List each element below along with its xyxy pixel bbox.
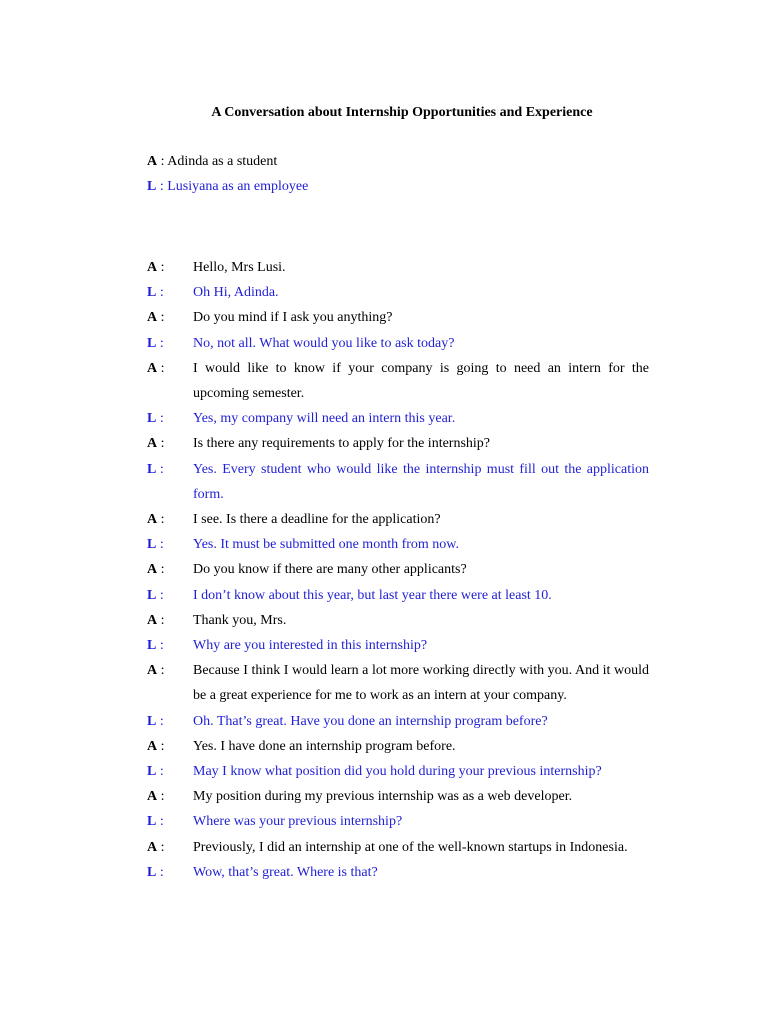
dialogue-line <box>147 734 667 759</box>
dialogue-line <box>147 305 667 330</box>
dialogue-text: Hello, Mrs Lusi. <box>193 260 286 275</box>
dialogue-text: Yes. Every student who would like the internship must fill out the application form. <box>193 461 649 502</box>
speaker-legend <box>147 153 667 203</box>
speaker-code: L <box>147 335 157 351</box>
speaker-code: L <box>147 537 157 553</box>
dialogue-line <box>147 280 667 305</box>
speaker-label: A : <box>147 260 165 275</box>
dialogue-text: May I know what position did you hold during your previous internship? <box>193 764 602 780</box>
dialogue-line <box>147 406 667 431</box>
speaker-label: L : <box>147 864 164 880</box>
dialogue-line <box>147 356 667 406</box>
speaker-label: L : <box>147 461 164 477</box>
dialogue-text: Yes. It must be submitted one month from now. <box>193 537 459 553</box>
speaker-code: A <box>147 612 158 628</box>
speaker-label: A : <box>147 663 165 679</box>
speaker-label: A : <box>147 839 165 855</box>
dialogue-line <box>147 457 667 507</box>
dialogue <box>147 255 667 885</box>
dialogue-line <box>147 608 667 633</box>
speaker-label: L : <box>147 814 164 830</box>
speaker-code: A <box>147 738 158 754</box>
speaker-label: L : <box>147 335 164 351</box>
dialogue-line <box>147 658 667 708</box>
speaker-code: A <box>147 436 158 452</box>
speaker-label: L : <box>147 411 164 427</box>
dialogue-line <box>147 331 667 356</box>
legend-employee <box>147 178 667 203</box>
dialogue-text: Thank you, Mrs. <box>193 612 287 628</box>
speaker-code: A <box>147 310 158 326</box>
speaker-label: A : <box>147 512 165 528</box>
legend-description: Lusiyana as an employee <box>167 179 309 194</box>
speaker-code: L <box>147 411 157 427</box>
legend-speaker-code: L <box>147 179 157 194</box>
speaker-label: A : <box>147 789 165 805</box>
dialogue-text: Yes, my company will need an intern this year. <box>193 411 456 427</box>
dialogue-line <box>147 557 667 582</box>
legend-student <box>147 153 667 178</box>
speaker-code: A <box>147 512 158 528</box>
speaker-code: L <box>147 587 157 603</box>
dialogue-text: Wow, that’s great. Where is that? <box>193 864 378 880</box>
dialogue-text: Do you mind if I ask you anything? <box>193 310 393 326</box>
speaker-code: A <box>147 562 158 578</box>
dialogue-text: My position during my previous internship was as a web developer. <box>193 789 573 805</box>
speaker-code: A <box>147 789 158 805</box>
speaker-label: A : <box>147 738 165 754</box>
speaker-code: L <box>147 814 157 830</box>
dialogue-line <box>147 809 667 834</box>
speaker-code: A <box>147 260 158 275</box>
speaker-label: A : <box>147 612 165 628</box>
dialogue-text: I don’t know about this year, but last year there were at least 10. <box>193 587 552 603</box>
dialogue-text: Yes. I have done an internship program before. <box>193 738 456 754</box>
dialogue-line <box>147 507 667 532</box>
dialogue-text: I would like to know if your company is going to need an intern for the upcoming semester. <box>193 360 649 402</box>
dialogue-line <box>147 431 667 456</box>
speaker-label: L : <box>147 713 164 729</box>
speaker-label: A : <box>147 562 165 578</box>
speaker-code: L <box>147 638 157 654</box>
legend-separator: : <box>156 179 168 194</box>
speaker-code: A <box>147 360 158 376</box>
dialogue-text: No, not all. What would you like to ask today? <box>193 335 455 351</box>
dialogue-text: Do you know if there are many other applicants? <box>193 562 467 578</box>
dialogue-line <box>147 583 667 608</box>
dialogue-line <box>147 759 667 784</box>
speaker-code: L <box>147 764 157 780</box>
dialogue-text: Is there any requirements to apply for the internship? <box>193 436 491 452</box>
dialogue-text: Where was your previous internship? <box>193 814 403 830</box>
dialogue-line <box>147 532 667 557</box>
dialogue-text: Because I think I would learn a lot more working directly with you. And it would be a great experience for me to work as an intern at your company. <box>193 663 649 704</box>
dialogue-text: Previously, I did an internship at one of the well-known startups in Indonesia. <box>193 839 628 855</box>
dialogue-text: Oh. That’s great. Have you done an internship program before? <box>193 713 548 729</box>
speaker-label: L : <box>147 638 164 654</box>
dialogue-line <box>147 860 667 885</box>
speaker-label: A : <box>147 436 165 452</box>
dialogue-text: Why are you interested in this internship? <box>193 638 428 654</box>
dialogue-line <box>147 255 667 280</box>
speaker-label: L : <box>147 285 164 301</box>
speaker-label: L : <box>147 587 164 603</box>
legend-speaker-code: A <box>147 154 158 169</box>
speaker-code: A <box>147 839 158 855</box>
legend-description: Adinda as a student <box>167 154 278 169</box>
dialogue-line <box>147 633 667 658</box>
dialogue-line <box>147 835 667 860</box>
speaker-label: L : <box>147 764 164 780</box>
speaker-code: L <box>147 461 157 477</box>
speaker-label: A : <box>147 360 165 376</box>
legend-separator: : <box>157 154 168 169</box>
dialogue-text: Oh Hi, Adinda. <box>193 285 279 301</box>
speaker-code: A <box>147 663 158 679</box>
speaker-code: L <box>147 713 157 729</box>
speaker-label: L : <box>147 537 164 553</box>
document-title: A Conversation about Internship Opportunities and Experience <box>211 105 593 120</box>
speaker-label: A : <box>147 310 165 326</box>
dialogue-line <box>147 784 667 809</box>
speaker-code: L <box>147 864 157 880</box>
dialogue-text: I see. Is there a deadline for the application? <box>193 512 441 528</box>
dialogue-line <box>147 709 667 734</box>
speaker-code: L <box>147 285 157 301</box>
